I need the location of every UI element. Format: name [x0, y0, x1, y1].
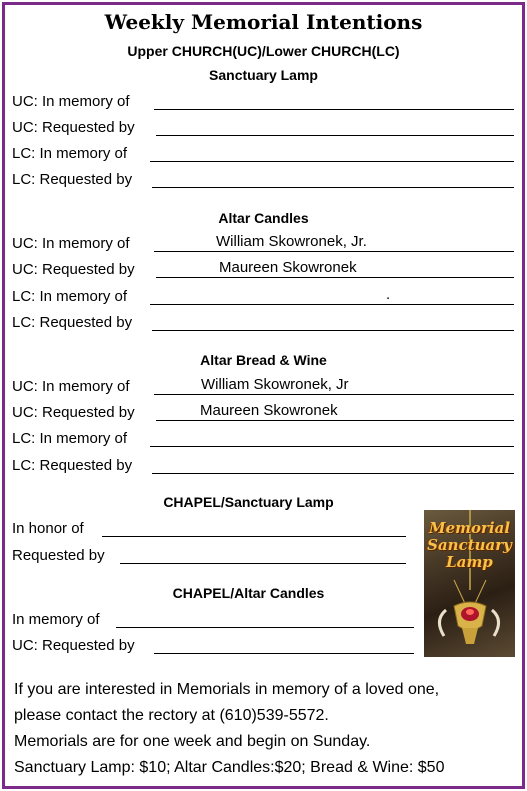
memory-line[interactable]	[150, 428, 514, 447]
memory-line[interactable]	[116, 609, 414, 628]
row-label: In memory of	[12, 611, 100, 628]
row-value: Maureen Skowronek	[200, 402, 338, 419]
row-label: UC: Requested by	[12, 261, 135, 278]
footer-line: Memorials are for one week and begin on Sunday.	[14, 733, 371, 750]
footer-line: If you are interested in Memorials in memory of a loved one,	[14, 681, 440, 698]
requested-line[interactable]	[152, 169, 514, 188]
row-label: LC: Requested by	[12, 457, 133, 474]
page-subtitle: Upper CHURCH(UC)/Lower CHURCH(LC)	[127, 43, 400, 59]
section-heading-chapel-lamp: CHAPEL/Sanctuary Lamp	[163, 494, 334, 510]
section-heading-chapel-candles: CHAPEL/Altar Candles	[172, 585, 325, 601]
row-label: In honor of	[12, 520, 84, 537]
row-value: William Skowronek, Jr	[201, 376, 349, 393]
memory-line[interactable]	[154, 91, 514, 110]
row-label: LC: In memory of	[12, 430, 128, 447]
image-caption: Memorial Sanctuary Lamp	[427, 519, 512, 571]
memory-line[interactable]	[150, 143, 514, 162]
memorial-form	[2, 2, 525, 789]
section-heading-bread-wine: Altar Bread & Wine	[200, 352, 327, 368]
requested-line[interactable]	[152, 455, 514, 474]
section-heading-altar-candles: Altar Candles	[218, 210, 309, 226]
row-value: William Skowronek, Jr.	[216, 233, 367, 250]
row-value: Maureen Skowronek	[219, 259, 357, 276]
memory-line[interactable]	[150, 286, 514, 305]
footer-info	[14, 677, 444, 781]
row-label: LC: In memory of	[12, 145, 128, 162]
row-label: Requested by	[12, 547, 105, 564]
row-label: UC: Requested by	[12, 119, 135, 136]
footer-line: please contact the rectory at (610)539-5572.	[14, 707, 329, 724]
row-label: LC: Requested by	[12, 314, 133, 331]
requested-line[interactable]	[154, 635, 414, 654]
row-label: UC: In memory of	[12, 93, 130, 110]
section-heading-sanctuary-lamp: Sanctuary Lamp	[209, 67, 318, 83]
requested-line[interactable]	[120, 545, 406, 564]
honor-line[interactable]	[102, 518, 406, 537]
row-label: UC: In memory of	[12, 235, 130, 252]
row-label: UC: Requested by	[12, 404, 135, 421]
row-value: .	[386, 286, 391, 303]
requested-line[interactable]	[156, 117, 514, 136]
requested-line[interactable]	[152, 312, 514, 331]
row-label: UC: In memory of	[12, 378, 130, 395]
row-label: UC: Requested by	[12, 637, 135, 654]
footer-line: Sanctuary Lamp: $10; Altar Candles:$20; Bread & Wine: $50	[14, 759, 445, 776]
page-title: Weekly Memorial Intentions	[104, 10, 423, 34]
sanctuary-lamp-image	[424, 510, 515, 657]
row-label: LC: In memory of	[12, 288, 128, 305]
row-label: LC: Requested by	[12, 171, 133, 188]
